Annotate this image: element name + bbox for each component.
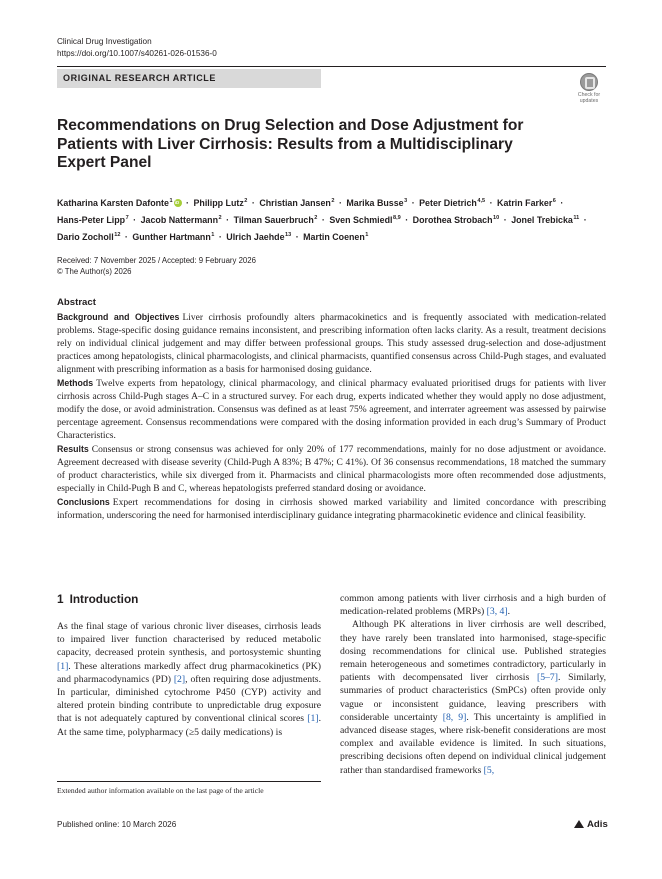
author-separator: ·: [411, 198, 415, 208]
footnote: Extended author information available on the last page of the article: [57, 786, 264, 795]
author-separator: ·: [503, 215, 507, 225]
author-separator: ·: [489, 198, 493, 208]
author-separator: ·: [133, 215, 137, 225]
body-column-left: [57, 620, 321, 739]
author-name: Peter Dietrich: [419, 198, 477, 208]
check-for-updates-badge[interactable]: [572, 73, 606, 105]
author[interactable]: [413, 215, 500, 225]
author-name: Dario Zocholl: [57, 232, 114, 242]
abstract-label: Conclusions: [57, 497, 110, 507]
author-affiliation: 1: [365, 232, 369, 238]
author-separator: ·: [226, 215, 230, 225]
abstract: [57, 297, 606, 523]
abstract-methods: Methods Twelve experts from hepatology, clinical pharmacology, and clinical pharmacy evaluated prioritised drugs for patients with liver cirrhosis across Child-Pugh stages A–C in a structured survey. For each drug, experts indicated whether they would apply no dose adjustment, modify the dose, or avoid administration. Consensus was defined as at least 75% agreement, and interrater agreement was assessed by pairwise percentage agreement. Consensus recommendations were compared with the dosing information provided in each drug’s Summary of Product Characteristics.: [57, 378, 606, 441]
author-separator: ·: [583, 215, 587, 225]
article-type-banner: ORIGINAL RESEARCH ARTICLE: [57, 69, 321, 88]
author-affiliation: 13: [285, 232, 292, 238]
author-affiliation: 4,5: [477, 198, 486, 204]
author-separator: ·: [321, 215, 325, 225]
author[interactable]: [226, 232, 291, 242]
citation-link[interactable]: [1]: [57, 660, 69, 672]
copyright: © The Author(s) 2026: [57, 267, 132, 276]
citation-link[interactable]: [2]: [173, 673, 186, 685]
author-list: [57, 194, 606, 245]
author-name: Katrin Farker: [497, 198, 553, 208]
author-name: Katharina Karsten Dafonte: [57, 198, 169, 208]
citation-link[interactable]: [5,: [483, 764, 495, 776]
author-affiliation: 6: [552, 198, 556, 204]
author-affiliation: 10: [493, 215, 500, 221]
author[interactable]: [511, 215, 579, 225]
article-dates: [57, 255, 256, 277]
citation-link[interactable]: [5–7]: [536, 672, 558, 684]
intro-paragraph-1: As the final stage of various chronic liver diseases, cirrhosis leads to impaired liver function characterised by reduced metabolic capacity, decreased protein synthesis, and portosystemic shunting [1]. These alterations markedly affect drug pharmacokinetics (PK) and pharmacodynamics (PD) [2], often requiring dose adjustments. In particular, diminished cytochrome P450 (CYP) activity and altered protein binding contribute to unpredictable drug exposure that is not adequately captured by conventional clinical scores [1]. At the same time, polypharmacy (≥5 daily medications) is: [57, 621, 321, 738]
citation-link[interactable]: [8, 9]: [442, 711, 467, 723]
author-affiliation: 3: [404, 198, 408, 204]
author-name: Martin Coenen: [303, 232, 365, 242]
author-affiliation: 1: [211, 232, 215, 238]
author-separator: ·: [251, 198, 255, 208]
published-date: Published online: 10 March 2026: [57, 820, 177, 829]
author-separator: ·: [560, 198, 564, 208]
author-name: Gunther Hartmann: [132, 232, 211, 242]
author[interactable]: [234, 215, 318, 225]
author-affiliation: 2: [331, 198, 335, 204]
author[interactable]: [193, 198, 247, 208]
author[interactable]: [346, 198, 407, 208]
author-name: Christian Jansen: [259, 198, 331, 208]
author-name: Marika Busse: [346, 198, 404, 208]
check-for-updates-icon: [580, 73, 598, 91]
check-for-updates-line1: Check for: [577, 92, 601, 98]
author-affiliation: 7: [125, 215, 129, 221]
author-separator: ·: [186, 198, 190, 208]
author-affiliation: 2: [244, 198, 248, 204]
author[interactable]: [329, 215, 400, 225]
author[interactable]: [141, 215, 222, 225]
doi-link[interactable]: https://doi.org/10.1007/s40261-026-01536-0: [57, 49, 217, 58]
publisher-triangle-icon: [574, 820, 584, 828]
orcid-icon[interactable]: [174, 199, 182, 207]
author-name: Sven Schmiedl: [329, 215, 393, 225]
header-rule: [57, 66, 606, 67]
abstract-conclusions: Conclusions Expert recommendations for dosing in cirrhosis showed marked variability and limited concordance with prescribing information, underscoring the need for harmonised interdisciplinary guidance integrating pharmacokinetic evidence and clinical feasibility.: [57, 497, 606, 521]
section-heading-introduction: [57, 592, 138, 606]
footnote-rule: [57, 781, 321, 782]
author[interactable]: [419, 198, 485, 208]
author[interactable]: [57, 198, 182, 208]
author-separator: ·: [295, 232, 299, 242]
author-separator: ·: [338, 198, 342, 208]
author-name: Ulrich Jaehde: [226, 232, 285, 242]
citation-link[interactable]: [1]: [307, 713, 319, 725]
author[interactable]: [497, 198, 556, 208]
author-name: Jonel Trebicka: [511, 215, 573, 225]
author-separator: ·: [405, 215, 409, 225]
journal-info: [57, 36, 217, 60]
intro-paragraph-2: Although PK alterations in liver cirrhosis are well described, they have rarely been translated into harmonised, stage-specific dosing recommendations for clinical use. Published strategies remain heterogeneous and sometimes contradictory, particularly in patients with decompensated liver cirrhosis [5–7]. Similarly, summaries of product characteristics (SmPCs) often provide only vague or inconsistent guidance, leaving prescribers with considerable uncertainty [8, 9]. This uncertainty is amplified in advanced disease stages, where risk-benefit considerations are most complex and available evidence is limited. In such situations, prescribing decisions often depend on individual clinical judgement rather than standardised frameworks [5,: [340, 619, 606, 776]
citation-link[interactable]: [3, 4]: [486, 606, 508, 618]
abstract-label: Results: [57, 444, 89, 454]
section-number: 1: [57, 592, 64, 606]
abstract-background: Background and Objectives Liver cirrhosis profoundly alters pharmacokinetics and is frequently associated with medication-related problems. Stage-specific dosing guidance remains inconsistent, and prescribing information often lacks clarity. As a result, treatment decisions rely on individual clinical judgement and may differ between professional groups. This study assessed drug-selection and dose-adjustment practices among hepatologists, clinical pharmacologists, and clinical pharmacists, quantified consensus across Child-Pugh stages, and evaluated alignment with prescribing information as a basis for harmonised dosing guidance.: [57, 312, 606, 375]
author-name: Philipp Lutz: [193, 198, 244, 208]
author[interactable]: [57, 232, 120, 242]
author[interactable]: [259, 198, 334, 208]
author-name: Tilman Sauerbruch: [233, 215, 314, 225]
author-name: Jacob Nattermann: [140, 215, 219, 225]
abstract-heading: Abstract: [57, 297, 96, 308]
author-affiliation: 12: [114, 232, 121, 238]
body-column-right: [340, 592, 606, 777]
check-for-updates-line2: updates: [579, 98, 599, 104]
author-separator: ·: [218, 232, 222, 242]
author-affiliation: 11: [573, 215, 580, 221]
author-affiliation: 2: [314, 215, 318, 221]
publisher-name: Adis: [587, 819, 608, 830]
publisher-logo: [574, 819, 608, 830]
abstract-label: Methods: [57, 378, 94, 388]
journal-name: Clinical Drug Investigation: [57, 37, 152, 46]
author-name: Hans-Peter Lipp: [57, 215, 126, 225]
author[interactable]: [303, 232, 368, 242]
article-title: Recommendations on Drug Selection and Dose Adjustment for Patients with Liver Cirrhosis: Results from a Multidisciplinary Expert Panel: [57, 117, 524, 171]
intro-paragraph-1-cont: common among patients with liver cirrhosis and a high burden of medication-related problems (MRPs) [3, 4].: [340, 593, 606, 618]
author-affiliation: 2: [218, 215, 222, 221]
received-accepted: Received: 7 November 2025 / Accepted: 9 February 2026: [57, 256, 256, 265]
author-affiliation: 8,9: [392, 215, 401, 221]
author-separator: ·: [124, 232, 128, 242]
author[interactable]: [57, 215, 129, 225]
abstract-label: Background and Objectives: [57, 312, 180, 322]
author-affiliation: 1: [169, 198, 173, 204]
author-name: Dorothea Strobach: [412, 215, 493, 225]
section-title: Introduction: [69, 592, 139, 606]
author[interactable]: [132, 232, 214, 242]
abstract-results: Results Consensus or strong consensus was achieved for only 20% of 177 recommendations, mainly for no dose adjustment or avoidance. Agreement decreased with disease severity (Child-Pugh A 83%; B 47%; C 41%). Of 36 consensus recommendations, 18 matched the summary of product characteristics, while six diverged from it. Pharmacists and clinical pharmacologists more often recommended dose adjustments, especially in Child-Pugh B and C, whereas hepatologists preferred standard dosing or avoidance.: [57, 444, 606, 494]
